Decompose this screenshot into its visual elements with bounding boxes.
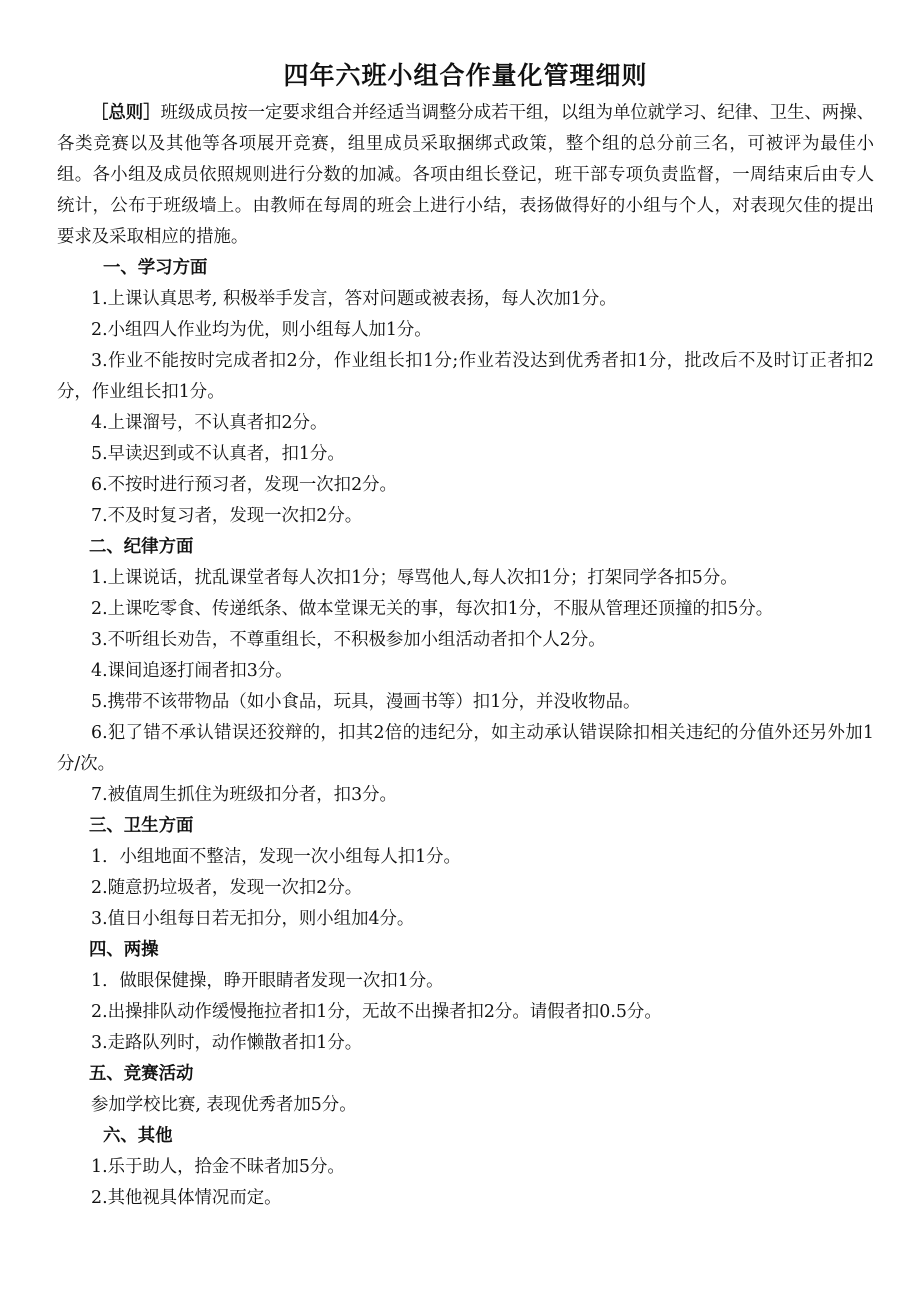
section-heading: 一、学习方面 xyxy=(103,258,208,278)
rule-item: 7.不及时复习者，发现一次扣2分。 xyxy=(91,506,363,526)
rule-item: 2.其他视具体情况而定。 xyxy=(91,1188,282,1208)
section-heading: 六、其他 xyxy=(103,1126,173,1146)
intro-label: ［总则］ xyxy=(91,103,161,123)
rule-item: 3.不听组长劝告，不尊重组长，不积极参加小组活动者扣个人2分。 xyxy=(91,630,606,650)
intro-paragraph xyxy=(57,98,874,253)
section-heading: 三、卫生方面 xyxy=(89,816,194,836)
rule-item: 6.犯了错不承认错误还狡辩的，扣其2倍的违纪分，如主动承认错误除扣相关违纪的分值外还另外加1分/次。 xyxy=(57,723,874,774)
section-heading: 二、纪律方面 xyxy=(89,537,194,557)
rule-item: 7.被值周生抓住为班级扣分者，扣3分。 xyxy=(91,785,397,805)
section-heading: 五、竞赛活动 xyxy=(89,1064,194,1084)
rule-item: 1．做眼保健操，睁开眼睛者发现一次扣1分。 xyxy=(91,971,444,991)
rule-item: 5.携带不该带物品（如小食品，玩具，漫画书等）扣1分，并没收物品。 xyxy=(91,692,641,712)
rule-item: 3.作业不能按时完成者扣2分，作业组长扣1分;作业若没达到优秀者扣1分，批改后不及时订正者扣2分，作业组长扣1分。 xyxy=(57,351,874,402)
rule-item: 2.小组四人作业均为优，则小组每人加1分。 xyxy=(91,320,432,340)
rule-item: 2.随意扔垃圾者，发现一次扣2分。 xyxy=(91,878,363,898)
rule-item: 6.不按时进行预习者，发现一次扣2分。 xyxy=(91,475,397,495)
intro-text: 班级成员按一定要求组合并经适当调整分成若干组，以组为单位就学习、纪律、卫生、两操、各类竞赛以及其他等各项展开竞赛，组里成员采取捆绑式政策，整个组的总分前三名，可被评为最佳小组。各小组及成员依照规则进行分数的加减。各项由组长登记，班干部专项负责监督，一周结束后由专人统计，公布于班级墙上。由教师在每周的班会上进行小结，表扬做得好的小组与个人，对表现欠佳的提出要求及采取相应的措施。 xyxy=(57,103,874,247)
rule-sections xyxy=(57,253,874,1214)
rule-item: 1.乐于助人，拾金不昧者加5分。 xyxy=(91,1157,345,1177)
rule-item: 参加学校比赛, 表现优秀者加5分。 xyxy=(91,1095,357,1115)
document-page xyxy=(57,56,874,1214)
rule-item: 3.值日小组每日若无扣分，则小组加4分。 xyxy=(91,909,415,929)
rule-item: 4.上课溜号，不认真者扣2分。 xyxy=(91,413,328,433)
rule-item: 2.上课吃零食、传递纸条、做本堂课无关的事，每次扣1分，不服从管理还顶撞的扣5分。 xyxy=(91,599,774,619)
rule-item: 2.出操排队动作缓慢拖拉者扣1分，无故不出操者扣2分。请假者扣0.5分。 xyxy=(91,1002,662,1022)
rule-item: 1.上课认真思考, 积极举手发言，答对问题或被表扬，每人次加1分。 xyxy=(91,289,617,309)
rule-item: 3.走路队列时，动作懒散者扣1分。 xyxy=(91,1033,363,1053)
section-heading: 四、两操 xyxy=(89,940,159,960)
rule-item: 4.课间追逐打闹者扣3分。 xyxy=(91,661,293,681)
rule-item: 5.早读迟到或不认真者，扣1分。 xyxy=(91,444,345,464)
rule-item: 1.上课说话，扰乱课堂者每人次扣1分；辱骂他人,每人次扣1分；打架同学各扣5分。 xyxy=(91,568,738,588)
rule-item: 1．小组地面不整洁，发现一次小组每人扣1分。 xyxy=(91,847,461,867)
document-title: 四年六班小组合作量化管理细则 xyxy=(283,61,648,90)
